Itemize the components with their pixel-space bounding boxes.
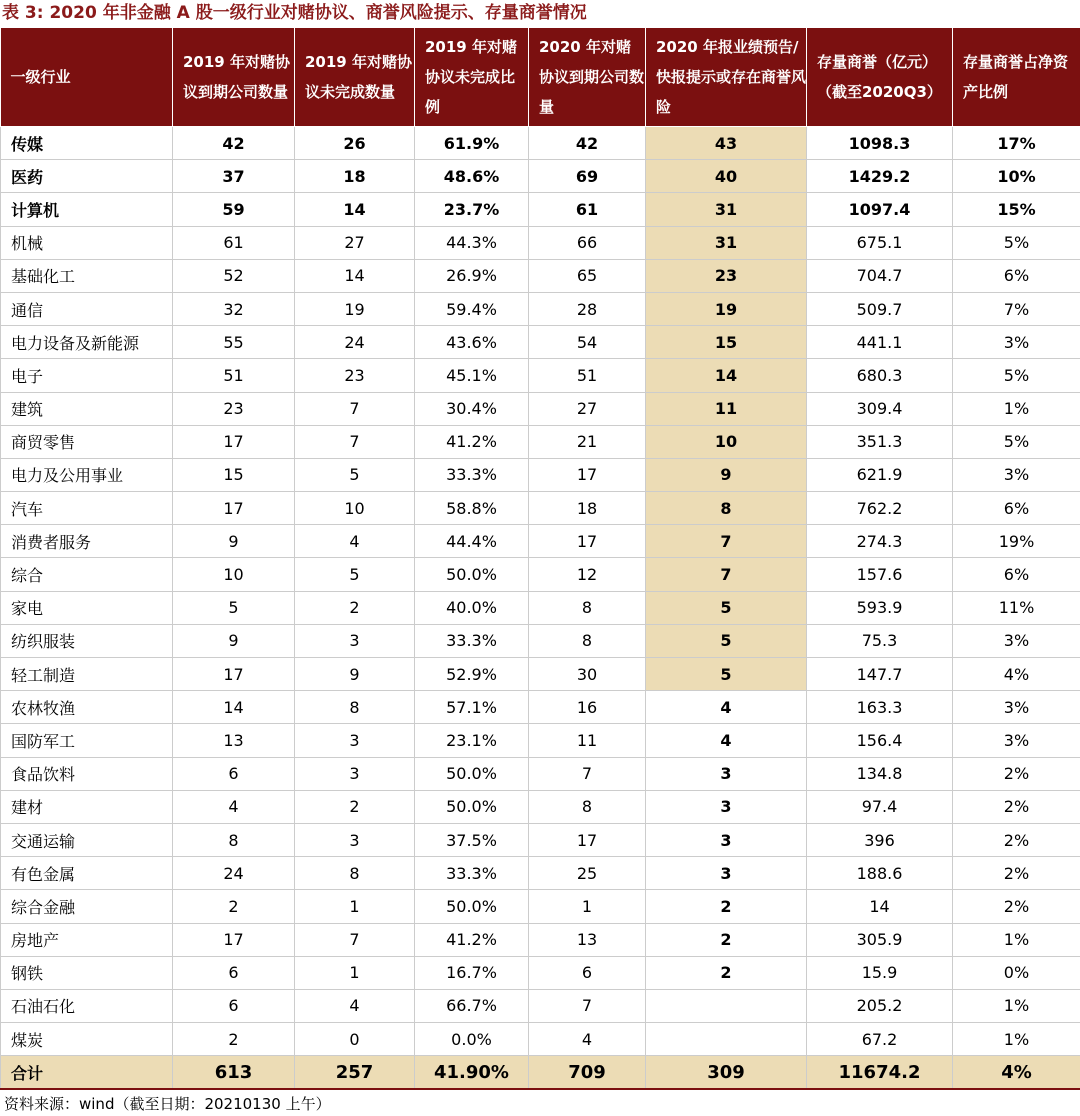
table-cell: 3 [295,624,415,657]
table-cell: 27 [529,392,646,425]
header-goodwill-ratio: 存量商誉占净资产比例 [953,28,1080,127]
table-cell: 42 [529,127,646,160]
table-cell: 17 [173,658,295,691]
table-cell: 2% [953,857,1080,890]
table-cell: 12 [529,558,646,591]
table-cell: 2 [173,1023,295,1056]
table-cell: 15.9 [807,956,953,989]
industry-name-cell: 有色金属 [1,857,173,890]
table-cell: 75.3 [807,624,953,657]
industry-name-cell: 交通运输 [1,823,173,856]
industry-name-cell: 农林牧渔 [1,691,173,724]
table-cell: 6% [953,558,1080,591]
table-cell: 10 [173,558,295,591]
industry-name-cell: 商贸零售 [1,425,173,458]
table-cell: 3 [646,790,807,823]
table-cell: 7 [529,989,646,1022]
industry-name-cell: 传媒 [1,127,173,160]
table-cell: 1% [953,1023,1080,1056]
table-cell: 15 [646,326,807,359]
table-row [1,458,1080,491]
table-cell [646,989,807,1022]
industry-name-cell: 房地产 [1,923,173,956]
table-cell: 52.9% [415,658,529,691]
table-row [1,823,1080,856]
table-row [1,989,1080,1022]
table-cell: 58.8% [415,492,529,525]
header-2019-unfinished: 2019 年对赌协议未完成数量 [295,28,415,127]
industry-name-cell: 通信 [1,292,173,325]
table-cell: 675.1 [807,226,953,259]
table-cell: 5 [295,558,415,591]
table-cell: 26.9% [415,259,529,292]
table-cell: 17 [173,923,295,956]
table-cell: 593.9 [807,591,953,624]
table-cell: 1 [295,956,415,989]
table-cell: 3% [953,691,1080,724]
table-cell: 6 [173,956,295,989]
table-cell: 4 [646,691,807,724]
table-cell: 24 [173,857,295,890]
table-cell: 157.6 [807,558,953,591]
table-cell: 5 [295,458,415,491]
table-row [1,226,1080,259]
table-cell: 1% [953,923,1080,956]
table-cell: 5% [953,425,1080,458]
source-note: 资料来源：wind（截至日期：20210130 上午） [4,1095,331,1113]
table-cell: 3% [953,458,1080,491]
table-cell: 8 [173,823,295,856]
table-cell: 3% [953,326,1080,359]
table-cell: 23 [295,359,415,392]
table-cell: 9 [646,458,807,491]
table-cell: 16 [529,691,646,724]
table-cell: 0 [295,1023,415,1056]
table-cell: 40 [646,160,807,193]
table-row [1,724,1080,757]
total-cell: 709 [529,1056,646,1090]
table-cell: 15 [173,458,295,491]
table-cell: 147.7 [807,658,953,691]
table-row [1,923,1080,956]
table-cell: 9 [173,525,295,558]
table-cell: 7 [295,425,415,458]
table-cell: 5% [953,226,1080,259]
table-cell: 9 [295,658,415,691]
table-cell: 1098.3 [807,127,953,160]
table-cell: 48.6% [415,160,529,193]
table-cell: 41.2% [415,425,529,458]
table-cell: 57.1% [415,691,529,724]
table-cell: 509.7 [807,292,953,325]
table-cell: 44.4% [415,525,529,558]
table-row [1,890,1080,923]
table-cell: 24 [295,326,415,359]
total-cell: 4% [953,1056,1080,1090]
table-cell: 2% [953,890,1080,923]
table-cell: 11 [646,392,807,425]
table-cell: 396 [807,823,953,856]
table-cell: 27 [295,226,415,259]
table-cell: 30.4% [415,392,529,425]
table-cell: 0.0% [415,1023,529,1056]
table-cell: 18 [529,492,646,525]
industry-name-cell: 钢铁 [1,956,173,989]
table-cell: 11 [529,724,646,757]
industry-name-cell: 电力设备及新能源 [1,326,173,359]
table-cell: 59 [173,193,295,226]
table-cell: 163.3 [807,691,953,724]
industry-name-cell: 轻工制造 [1,658,173,691]
header-2019-due: 2019 年对赌协议到期公司数量 [173,28,295,127]
table-cell: 205.2 [807,989,953,1022]
table-cell: 23 [173,392,295,425]
table-cell: 4 [295,525,415,558]
table-cell: 30 [529,658,646,691]
header-industry: 一级行业 [1,28,173,127]
header-2019-unfinished-ratio: 2019 年对赌协议未完成比例 [415,28,529,127]
table-cell: 680.3 [807,359,953,392]
table-cell: 7 [529,757,646,790]
table-cell: 69 [529,160,646,193]
table-cell: 6% [953,492,1080,525]
table-cell: 37.5% [415,823,529,856]
table-row [1,292,1080,325]
header-row [1,28,1080,127]
industry-name-cell: 家电 [1,591,173,624]
table-cell: 11% [953,591,1080,624]
table-cell: 704.7 [807,259,953,292]
table-cell: 621.9 [807,458,953,491]
table-cell: 17 [173,425,295,458]
table-cell: 23 [646,259,807,292]
table-cell: 31 [646,226,807,259]
table-cell: 51 [173,359,295,392]
table-cell: 50.0% [415,890,529,923]
table-cell: 41.2% [415,923,529,956]
table-cell: 44.3% [415,226,529,259]
table-title: 表 3: 2020 年非金融 A 股一级行业对赌协议、商誉风险提示、存量商誉情况 [2,3,587,23]
industry-name-cell: 计算机 [1,193,173,226]
table-cell: 156.4 [807,724,953,757]
table-cell: 19 [295,292,415,325]
table-cell: 6 [529,956,646,989]
table-row [1,956,1080,989]
table-cell: 1097.4 [807,193,953,226]
table-cell: 15% [953,193,1080,226]
table-cell: 42 [173,127,295,160]
table-cell: 66.7% [415,989,529,1022]
table-cell: 2 [646,956,807,989]
table-cell: 13 [173,724,295,757]
table-cell: 14 [646,359,807,392]
table-cell: 13 [529,923,646,956]
table-cell: 52 [173,259,295,292]
table-row [1,691,1080,724]
industry-name-cell: 煤炭 [1,1023,173,1056]
table-cell: 8 [529,624,646,657]
table-cell: 2% [953,757,1080,790]
table-cell: 16.7% [415,956,529,989]
table-row [1,127,1080,160]
table-cell: 8 [646,492,807,525]
table-cell: 9 [173,624,295,657]
table-cell: 25 [529,857,646,890]
table-cell: 2 [295,790,415,823]
industry-name-cell: 石油石化 [1,989,173,1022]
table-cell: 3 [295,823,415,856]
table-cell: 134.8 [807,757,953,790]
table-cell: 14 [295,193,415,226]
table-cell: 188.6 [807,857,953,890]
table-cell: 17 [529,525,646,558]
table-cell: 10% [953,160,1080,193]
table-cell: 10 [295,492,415,525]
table-cell: 3 [295,724,415,757]
table-cell: 8 [529,591,646,624]
table-cell: 21 [529,425,646,458]
table-cell: 61 [173,226,295,259]
industry-name-cell: 消费者服务 [1,525,173,558]
table-row [1,525,1080,558]
table-cell: 18 [295,160,415,193]
table-cell: 66 [529,226,646,259]
table-cell: 2% [953,823,1080,856]
table-cell: 5 [646,658,807,691]
table-cell: 31 [646,193,807,226]
table-cell: 3% [953,624,1080,657]
table-cell: 32 [173,292,295,325]
table-cell: 17 [173,492,295,525]
table-cell: 17 [529,823,646,856]
table-cell: 351.3 [807,425,953,458]
table-row [1,591,1080,624]
industry-name-cell: 电力及公用事业 [1,458,173,491]
industry-name-cell: 机械 [1,226,173,259]
table-cell: 97.4 [807,790,953,823]
industry-name-cell: 食品饮料 [1,757,173,790]
table-cell: 23.7% [415,193,529,226]
table-cell: 19% [953,525,1080,558]
table-cell: 43 [646,127,807,160]
total-cell: 41.90% [415,1056,529,1090]
table-cell: 23.1% [415,724,529,757]
table-cell: 1429.2 [807,160,953,193]
table-row [1,392,1080,425]
industry-name-cell: 建材 [1,790,173,823]
table-cell: 2 [173,890,295,923]
table-cell: 45.1% [415,359,529,392]
table-cell: 50.0% [415,757,529,790]
total-cell: 613 [173,1056,295,1090]
table-row [1,624,1080,657]
table-cell: 2 [646,923,807,956]
table-cell: 10 [646,425,807,458]
table-cell: 5% [953,359,1080,392]
table-cell: 14 [295,259,415,292]
table-cell [646,1023,807,1056]
table-cell: 26 [295,127,415,160]
table-cell: 37 [173,160,295,193]
table-cell: 1% [953,392,1080,425]
table-cell: 61.9% [415,127,529,160]
table-row [1,359,1080,392]
table-cell: 1% [953,989,1080,1022]
table-cell: 5 [646,591,807,624]
table-cell: 50.0% [415,790,529,823]
table-cell: 6% [953,259,1080,292]
table-cell: 4% [953,658,1080,691]
table-cell: 4 [173,790,295,823]
table-row [1,558,1080,591]
table-cell: 14 [173,691,295,724]
table-row [1,658,1080,691]
table-cell: 33.3% [415,857,529,890]
table-cell: 4 [295,989,415,1022]
table-cell: 55 [173,326,295,359]
table-cell: 3 [646,757,807,790]
table-cell: 8 [529,790,646,823]
table-cell: 6 [173,989,295,1022]
table-cell: 3 [295,757,415,790]
table-cell: 40.0% [415,591,529,624]
table-cell: 7 [646,525,807,558]
table-cell: 33.3% [415,458,529,491]
table-row [1,857,1080,890]
table-row [1,757,1080,790]
total-cell: 309 [646,1056,807,1090]
table-cell: 59.4% [415,292,529,325]
table-cell: 762.2 [807,492,953,525]
table-cell: 3% [953,724,1080,757]
total-label: 合计 [1,1056,173,1090]
table-cell: 61 [529,193,646,226]
table-cell: 14 [807,890,953,923]
table-row [1,193,1080,226]
table-row [1,259,1080,292]
total-cell: 257 [295,1056,415,1090]
table-cell: 274.3 [807,525,953,558]
table-cell: 3 [646,823,807,856]
table-cell: 5 [173,591,295,624]
table-cell: 50.0% [415,558,529,591]
table-cell: 4 [529,1023,646,1056]
header-2020-due: 2020 年对赌协议到期公司数量 [529,28,646,127]
table-cell: 65 [529,259,646,292]
table-cell: 54 [529,326,646,359]
table-cell: 441.1 [807,326,953,359]
table-cell: 33.3% [415,624,529,657]
table-cell: 43.6% [415,326,529,359]
industry-name-cell: 纺织服装 [1,624,173,657]
table-row [1,1023,1080,1056]
industry-name-cell: 建筑 [1,392,173,425]
table-cell: 8 [295,691,415,724]
total-cell: 11674.2 [807,1056,953,1090]
industry-name-cell: 汽车 [1,492,173,525]
table-row [1,425,1080,458]
table-cell: 305.9 [807,923,953,956]
industry-name-cell: 综合 [1,558,173,591]
table-cell: 1 [295,890,415,923]
table-cell: 0% [953,956,1080,989]
table-cell: 7% [953,292,1080,325]
table-cell: 7 [646,558,807,591]
table-cell: 17% [953,127,1080,160]
table-row [1,326,1080,359]
table-cell: 2% [953,790,1080,823]
table-cell: 8 [295,857,415,890]
table-cell: 6 [173,757,295,790]
industry-name-cell: 综合金融 [1,890,173,923]
total-row [1,1056,1080,1090]
industry-name-cell: 基础化工 [1,259,173,292]
table-cell: 3 [646,857,807,890]
industry-name-cell: 电子 [1,359,173,392]
table-cell: 51 [529,359,646,392]
table-cell: 4 [646,724,807,757]
table-row [1,790,1080,823]
table-cell: 5 [646,624,807,657]
table-cell: 2 [646,890,807,923]
table-cell: 7 [295,392,415,425]
table-cell: 19 [646,292,807,325]
industry-name-cell: 国防军工 [1,724,173,757]
table-cell: 7 [295,923,415,956]
table-cell: 309.4 [807,392,953,425]
table-row [1,492,1080,525]
data-table [0,28,1080,1090]
table-cell: 67.2 [807,1023,953,1056]
table-row [1,160,1080,193]
industry-name-cell: 医药 [1,160,173,193]
table-cell: 28 [529,292,646,325]
table-cell: 2 [295,591,415,624]
header-goodwill-stock: 存量商誉（亿元）（截至2020Q3） [807,28,953,127]
table-cell: 17 [529,458,646,491]
table-cell: 1 [529,890,646,923]
header-2020-goodwill-risk: 2020 年报业绩预告/快报提示或存在商誉风险 [646,28,807,127]
